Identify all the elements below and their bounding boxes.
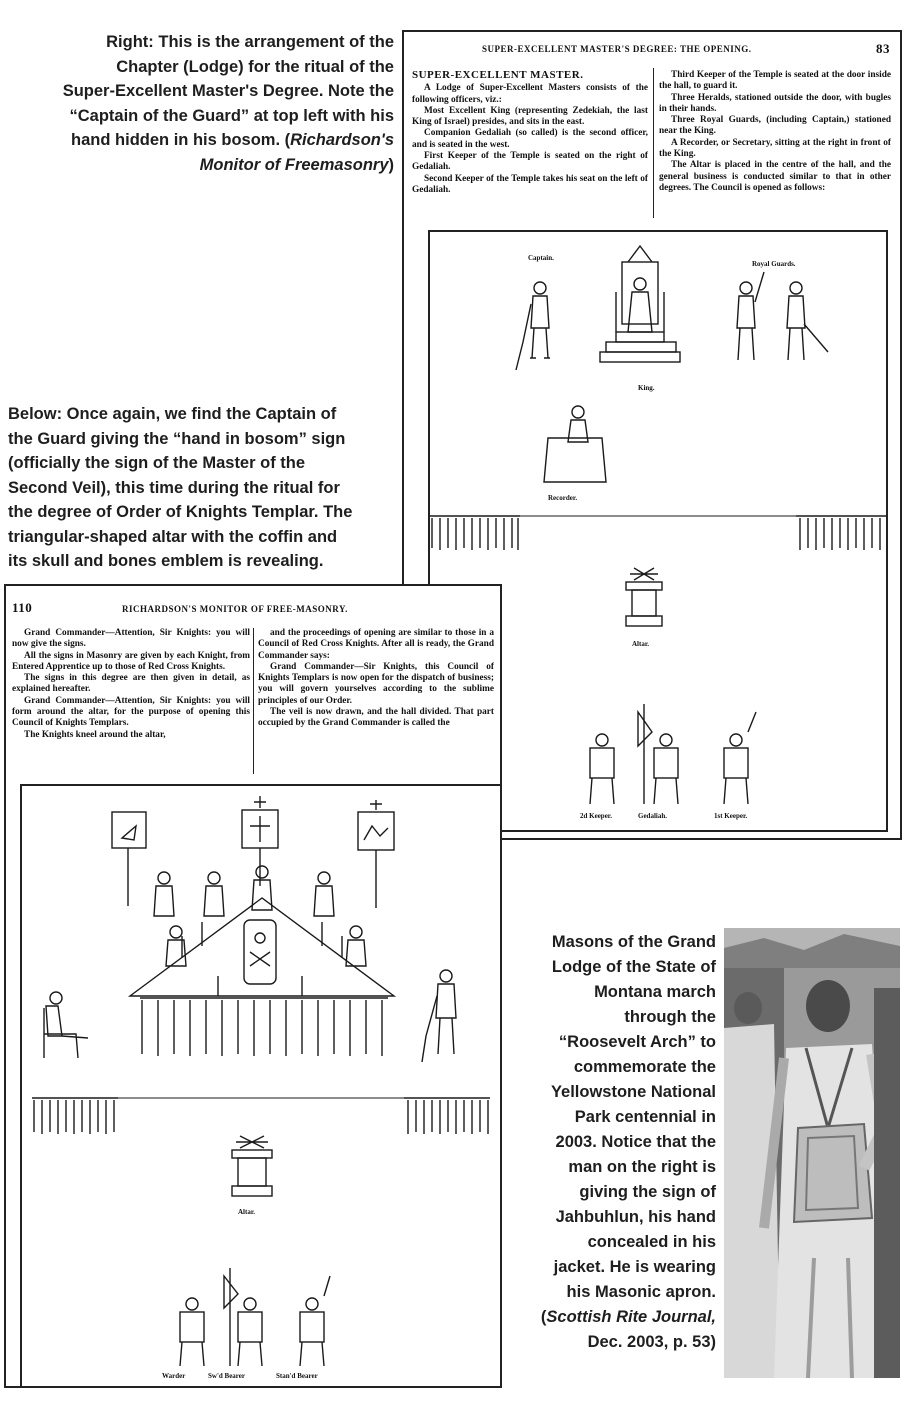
caption-photo-line: Yellowstone National	[550, 1083, 716, 1101]
caption-right-close: )	[388, 155, 394, 174]
caption-photo-paren: (	[540, 1308, 547, 1326]
caption-photo-line: giving the sign of	[579, 1183, 716, 1201]
caption-photo-line: Jahbuhlun, his hand	[555, 1208, 716, 1226]
label-first-keeper: 1st Keeper.	[714, 812, 748, 820]
section-heading: SUPER-EXCELLENT MASTER.	[412, 69, 584, 81]
caption-right-line: Chapter (Lodge) for the ritual of the	[116, 57, 394, 76]
paragraph: Most Excellent King (representing Zedekiah, the last King of Israel) presides, and sits in the east.	[412, 105, 648, 128]
caption-below-line: Below: Once again, we find the Captain of	[8, 405, 337, 423]
label-gedaliah: Gedaliah.	[638, 812, 667, 820]
caption-photo-line: Lodge of the State of	[551, 958, 716, 976]
draped-table	[140, 998, 388, 1056]
page-number: 110	[12, 600, 33, 615]
captain-figure	[516, 282, 550, 370]
caption-below-line: the Guard giving the “hand in bosom” sign	[8, 429, 346, 448]
paragraph: The signs in this degree are then given in detail, as explained hereafter.	[12, 673, 250, 695]
banner-left	[112, 812, 146, 906]
page-number: 83	[876, 41, 890, 56]
text-column-left	[412, 70, 648, 196]
caption-photo-line: concealed in his	[587, 1233, 716, 1251]
bottom-officers-figures	[180, 1268, 330, 1366]
seated-figure-left	[44, 992, 88, 1058]
veil-curtain-right	[404, 1098, 490, 1134]
caption-right-line: Super-Excellent Master's Degree. Note the	[62, 82, 394, 100]
masons-parade-photo	[724, 928, 900, 1378]
paragraph: Three Royal Guards, (including Captain,) stationed near the King.	[659, 115, 891, 137]
caption-below-line: (officially the sign of the Master of the	[8, 454, 306, 472]
paragraph: A Lodge of Super-Excellent Masters consists of the following officers, viz.:	[412, 83, 648, 105]
recorder-figure	[544, 406, 606, 482]
caption-photo-line: man on the right is	[568, 1158, 716, 1176]
caption-photo-line: Montana march	[594, 983, 716, 1001]
label-altar: Altar.	[238, 1208, 256, 1216]
caption-photo-line: Masons of the Grand	[551, 933, 716, 951]
text-column-right	[659, 70, 891, 194]
scan-page-110	[4, 584, 502, 1388]
paragraph: The Knights kneel around the altar,	[24, 729, 166, 740]
caption-below	[8, 402, 398, 574]
paragraph: The veil is now drawn, and the hall divided. That part occupied by the Grand Commander is called the	[258, 707, 494, 729]
caption-photo-line: his Masonic apron.	[566, 1283, 716, 1301]
paragraph: A Recorder, or Secretary, sitting at the right in front of the King.	[659, 137, 891, 160]
veil-curtain-left	[32, 1098, 118, 1134]
caption-below-line: its skull and bones emblem is revealing.	[8, 552, 324, 570]
label-recorder: Recorder.	[548, 494, 578, 502]
captain-figure	[422, 970, 456, 1062]
label-warder: Warder	[162, 1372, 186, 1380]
caption-photo-line: 2003. Notice that the	[555, 1133, 716, 1151]
caption-photo-line: Dec. 2003, p. 53)	[587, 1333, 716, 1351]
caption-right-source: Richardson's	[290, 131, 394, 149]
caption-photo	[500, 930, 716, 1355]
caption-photo-line: Park centennial in	[574, 1108, 716, 1126]
text-column-left	[12, 628, 250, 741]
text-column-right	[258, 628, 494, 730]
caption-right	[30, 30, 394, 177]
paragraph: Grand Commander—Attention, Sir Knights: you will now give the signs.	[12, 628, 250, 650]
paragraph: and the proceedings of opening are similar to those in a Council of Red Cross Knights. After all is ready, the Grand Commander says:	[258, 628, 494, 661]
paragraph: Grand Commander—Attention, Sir Knights: you will form around the altar, for the purpose of opening this Council of Knights Templars.	[12, 695, 250, 729]
column-divider	[253, 628, 254, 774]
knights-templar-plate	[20, 784, 502, 1388]
paragraph: First Keeper of the Temple is seated on the right of Gedaliah.	[412, 151, 648, 173]
paragraph: Grand Commander—Sir Knights, this Council of Knights Templars is now open for the dispatch of business; you will govern yourselves according to the sublime principles of our Order.	[258, 661, 494, 706]
triangular-altar	[130, 898, 394, 996]
photo-illustration	[724, 928, 900, 1378]
caption-photo-line: commemorate the	[573, 1058, 716, 1076]
altar-figure	[626, 568, 662, 626]
paragraph: Companion Gedaliah (so called) is the second officer, and is seated in the west.	[412, 128, 648, 150]
caption-right-line	[30, 128, 394, 153]
veil-curtain-left	[430, 516, 520, 550]
caption-photo-source: Scottish Rite Journal,	[546, 1308, 716, 1326]
paragraph: All the signs in Masonry are given by each Knight, from Entered Apprentice up to those of Red Cross Knights.	[12, 650, 250, 672]
king-throne	[600, 246, 680, 362]
label-royal-guards: Royal Guards.	[752, 260, 796, 268]
caption-right-source-title: Monitor of Freemasonry	[199, 155, 389, 174]
paragraph: The Altar is placed in the centre of the hall, and the general business is conducted similar to that in other degrees. The Council is opened as follows:	[659, 160, 891, 193]
paragraph: Second Keeper of the Temple takes his seat on the left of Gedaliah.	[412, 173, 648, 195]
banner-center	[242, 796, 278, 886]
caption-photo-line: “Roosevelt Arch” to	[558, 1033, 716, 1051]
bottom-keepers-figures	[590, 704, 756, 804]
column-divider	[653, 68, 654, 218]
label-standard-bearer: Stan'd Bearer	[276, 1372, 318, 1380]
label-king: King.	[638, 384, 655, 392]
label-second-keeper: 2d Keeper.	[580, 812, 613, 820]
altar-figure	[232, 1136, 272, 1196]
paragraph: Three Heralds, stationed outside the door, with bugles in their hands.	[659, 92, 891, 114]
label-captain: Captain.	[528, 254, 554, 262]
royal-guards-figures	[737, 272, 828, 360]
caption-right-line: “Captain of the Guard” at top left with his	[69, 106, 394, 125]
running-head: RICHARDSON'S MONITOR OF FREE-MASONRY.	[122, 604, 348, 614]
label-sword-bearer: Sw'd Bearer	[208, 1372, 246, 1380]
veil-curtain-right	[796, 516, 886, 550]
caption-right-text: hand hidden in his bosom. (	[71, 131, 291, 149]
banner-right	[358, 800, 394, 908]
caption-right-line	[30, 153, 394, 178]
caption-below-line: Second Veil), this time during the ritual for	[8, 478, 340, 497]
label-altar: Altar.	[632, 640, 650, 648]
running-head: SUPER-EXCELLENT MASTER'S DEGREE: THE OPENING.	[482, 44, 752, 54]
caption-right-line: Right: This is the arrangement of the	[106, 33, 394, 51]
caption-photo-line: jacket. He is wearing	[553, 1258, 716, 1276]
paragraph: Third Keeper of the Temple is seated at the door inside the hall, to guard it.	[659, 70, 891, 92]
plate-illustration	[22, 786, 502, 1388]
caption-photo-line: through the	[624, 1008, 716, 1026]
caption-photo-line	[500, 1305, 716, 1330]
caption-below-line: triangular-shaped altar with the coffin and	[8, 527, 338, 546]
caption-below-line: the degree of Order of Knights Templar. The	[8, 503, 353, 521]
